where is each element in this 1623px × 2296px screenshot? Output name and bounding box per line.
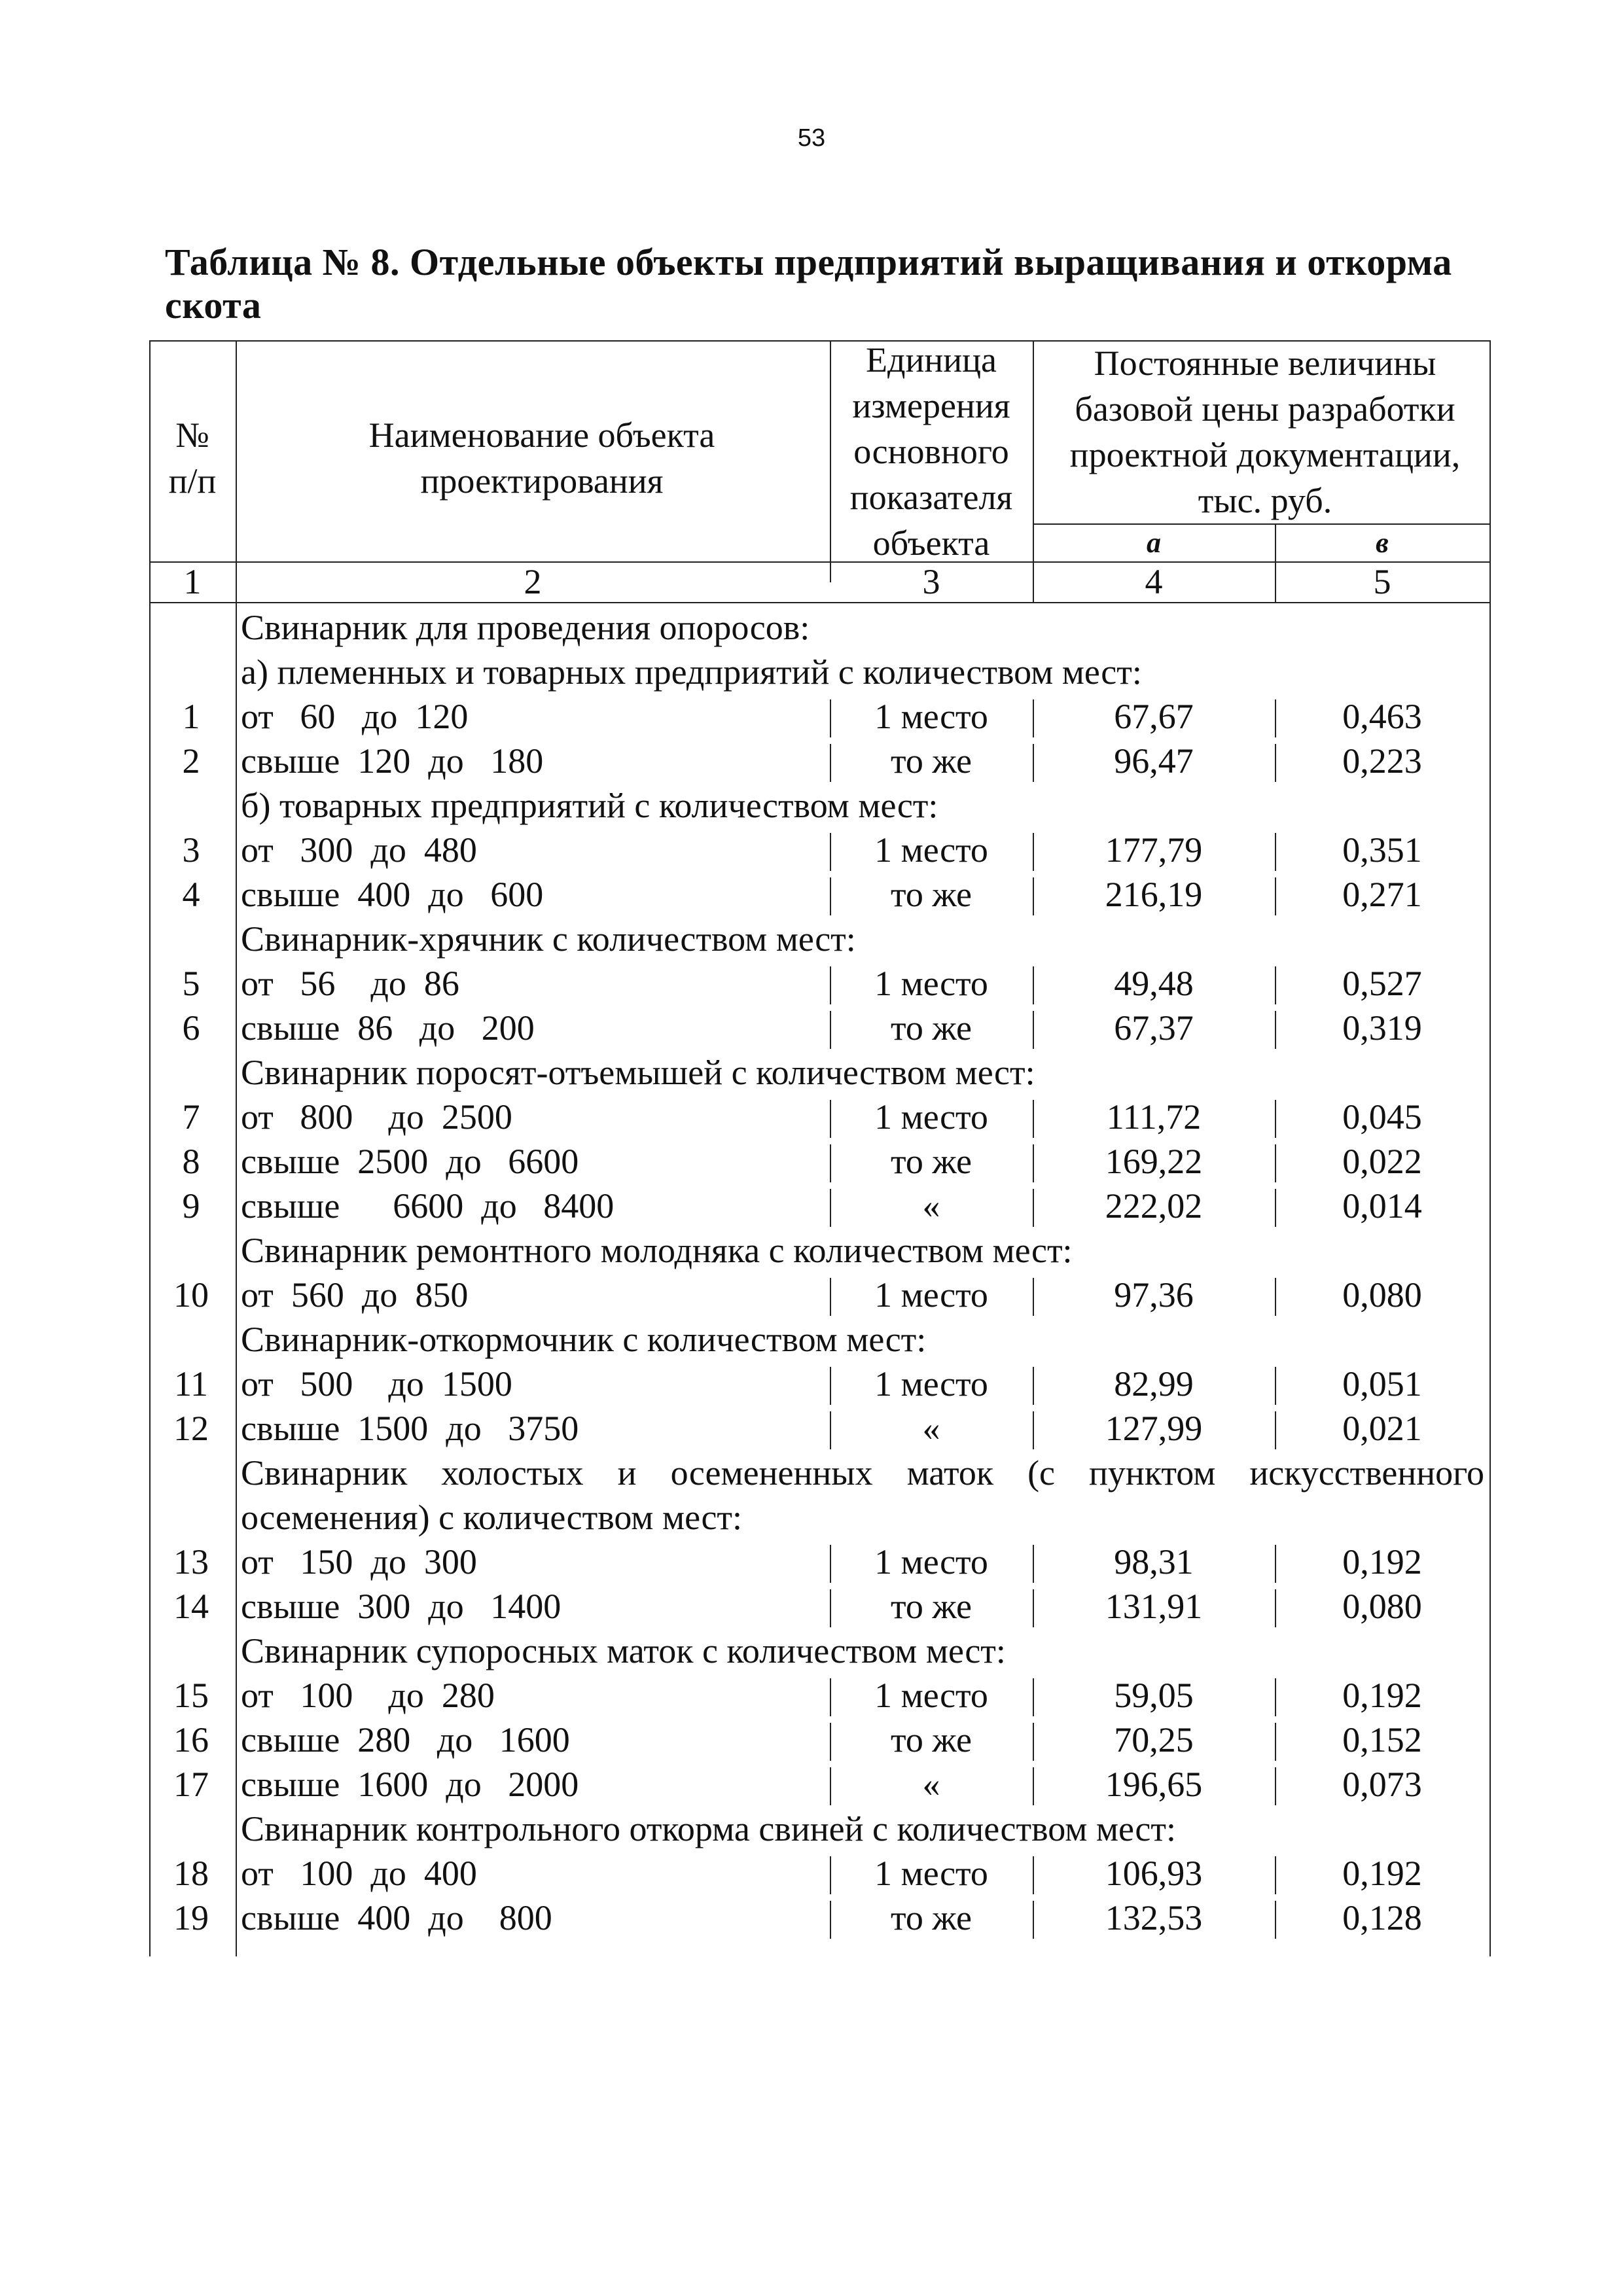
row-value-a: 82,99 bbox=[1114, 1364, 1194, 1404]
row-unit: то же bbox=[891, 741, 972, 781]
header-unit: Единица измерения основного показателя объекта bbox=[849, 340, 1013, 563]
row-separator bbox=[1033, 1545, 1034, 1583]
row-name: свыше 120 до 180 bbox=[241, 741, 544, 781]
row-unit: 1 место bbox=[874, 1854, 988, 1893]
table-row bbox=[149, 1762, 1491, 1807]
row-separator bbox=[1275, 1011, 1276, 1049]
row-number: 19 bbox=[173, 1898, 209, 1937]
row-separator bbox=[830, 1856, 831, 1894]
row-name: свыше 1600 до 2000 bbox=[241, 1765, 579, 1804]
row-value-a: 111,72 bbox=[1106, 1097, 1202, 1137]
row-separator bbox=[1033, 1144, 1034, 1182]
row-value-a: 96,47 bbox=[1114, 741, 1194, 781]
table-row bbox=[149, 1851, 1491, 1896]
row-separator bbox=[1033, 1901, 1034, 1939]
col-number-line bbox=[149, 602, 1491, 603]
row-separator bbox=[830, 1901, 831, 1939]
row-unit: то же bbox=[891, 1587, 972, 1626]
row-separator bbox=[1275, 1411, 1276, 1449]
table-row bbox=[149, 1006, 1491, 1050]
row-separator bbox=[1275, 744, 1276, 782]
row-separator bbox=[1033, 1767, 1034, 1805]
row-separator bbox=[1033, 1723, 1034, 1761]
row-separator bbox=[1033, 1011, 1034, 1049]
row-value-b: 0,051 bbox=[1342, 1364, 1422, 1404]
row-name: свыше 280 до 1600 bbox=[241, 1720, 570, 1759]
row-name: от 60 до 120 bbox=[241, 697, 469, 736]
row-unit: 1 место bbox=[874, 1275, 988, 1315]
header-name: Наименование объекта проектирования bbox=[368, 415, 715, 501]
row-number: 7 bbox=[182, 1097, 200, 1137]
group-heading: Свинарник-откормочник с количеством мест: bbox=[241, 1320, 927, 1359]
row-unit: 1 место bbox=[874, 697, 988, 736]
row-value-b: 0,080 bbox=[1342, 1587, 1422, 1626]
col-number-2: 2 bbox=[524, 562, 542, 601]
table-row bbox=[149, 1362, 1491, 1406]
row-value-a: 177,79 bbox=[1105, 830, 1203, 870]
header-num: № п/п bbox=[168, 415, 217, 501]
price-table bbox=[149, 340, 1491, 1956]
row-value-b: 0,463 bbox=[1342, 697, 1422, 736]
row-separator bbox=[1275, 1367, 1276, 1405]
row-number: 2 bbox=[182, 741, 200, 781]
row-separator bbox=[830, 1545, 831, 1583]
row-value-a: 131,91 bbox=[1105, 1587, 1203, 1626]
row-value-a: 67,37 bbox=[1114, 1008, 1194, 1048]
row-unit: 1 место bbox=[874, 830, 988, 870]
table-row bbox=[149, 1718, 1491, 1762]
row-unit: то же bbox=[891, 1898, 972, 1937]
group-heading: Свинарник холостых и осемененных маток (с пунктом искусственного bbox=[241, 1453, 1484, 1492]
table-row bbox=[149, 1406, 1491, 1451]
row-unit: то же bbox=[891, 1142, 972, 1181]
group-heading: Свинарник контрольного откорма свиней с количеством мест: bbox=[241, 1809, 1176, 1848]
row-number: 10 bbox=[173, 1275, 209, 1315]
row-unit: то же bbox=[891, 1008, 972, 1048]
row-separator bbox=[1033, 1856, 1034, 1894]
row-separator bbox=[1033, 1411, 1034, 1449]
row-separator bbox=[830, 744, 831, 782]
row-separator bbox=[1275, 877, 1276, 915]
row-separator bbox=[830, 699, 831, 737]
row-number: 11 bbox=[174, 1364, 208, 1404]
row-separator bbox=[830, 1278, 831, 1316]
table-row bbox=[149, 961, 1491, 1006]
row-separator bbox=[830, 1011, 831, 1049]
row-value-b: 0,351 bbox=[1342, 830, 1422, 870]
table-row bbox=[149, 1139, 1491, 1184]
group-heading: Свинарник ремонтного молодняка с количеством мест: bbox=[241, 1231, 1073, 1270]
header-col-b: в bbox=[1376, 527, 1389, 559]
row-separator bbox=[1275, 699, 1276, 737]
header-price: Постоянные величины базовой цены разработки проектной документации, тыс. руб. bbox=[1069, 344, 1461, 520]
row-separator bbox=[1033, 699, 1034, 737]
row-number: 3 bbox=[182, 830, 200, 870]
row-value-a: 132,53 bbox=[1105, 1898, 1203, 1937]
row-separator bbox=[1033, 1367, 1034, 1405]
row-number: 13 bbox=[173, 1542, 209, 1581]
row-value-b: 0,319 bbox=[1342, 1008, 1422, 1048]
row-value-a: 216,19 bbox=[1105, 875, 1203, 914]
table-row bbox=[149, 739, 1491, 783]
row-value-a: 49,48 bbox=[1114, 964, 1194, 1003]
row-number: 18 bbox=[173, 1854, 209, 1893]
row-separator bbox=[1275, 1767, 1276, 1805]
row-value-b: 0,192 bbox=[1342, 1854, 1422, 1893]
row-separator bbox=[830, 1189, 831, 1227]
table-row bbox=[149, 1584, 1491, 1629]
row-separator bbox=[1275, 1189, 1276, 1227]
row-separator bbox=[1275, 1144, 1276, 1182]
col-number-1: 1 bbox=[183, 562, 202, 601]
row-separator bbox=[1033, 1189, 1034, 1227]
row-separator bbox=[1033, 1678, 1034, 1716]
row-value-a: 106,93 bbox=[1105, 1854, 1203, 1893]
row-separator bbox=[830, 1144, 831, 1182]
row-value-b: 0,128 bbox=[1342, 1898, 1422, 1937]
row-name: от 56 до 86 bbox=[241, 964, 459, 1003]
row-separator bbox=[830, 833, 831, 871]
row-separator bbox=[830, 1723, 831, 1761]
row-value-b: 0,022 bbox=[1342, 1142, 1422, 1181]
col-number-4: 4 bbox=[1145, 562, 1163, 601]
row-name: от 500 до 1500 bbox=[241, 1364, 512, 1404]
row-separator bbox=[830, 1367, 831, 1405]
group-heading: Свинарник-хрячник с количеством мест: bbox=[241, 919, 856, 959]
row-name: свыше 86 до 200 bbox=[241, 1008, 535, 1048]
row-number: 9 bbox=[182, 1186, 200, 1226]
row-name: свыше 2500 до 6600 bbox=[241, 1142, 579, 1181]
row-value-b: 0,045 bbox=[1342, 1097, 1422, 1137]
row-value-b: 0,527 bbox=[1342, 964, 1422, 1003]
row-value-a: 196,65 bbox=[1105, 1765, 1203, 1804]
row-name: от 800 до 2500 bbox=[241, 1097, 512, 1137]
row-separator bbox=[830, 1678, 831, 1716]
row-separator bbox=[830, 966, 831, 1004]
row-value-a: 97,36 bbox=[1114, 1275, 1194, 1315]
row-separator bbox=[1275, 1856, 1276, 1894]
table-row bbox=[149, 1673, 1491, 1718]
row-unit: « bbox=[922, 1186, 940, 1226]
row-separator bbox=[1275, 1278, 1276, 1316]
row-name: от 100 до 280 bbox=[241, 1676, 495, 1715]
row-unit: 1 место bbox=[874, 1097, 988, 1137]
table-row bbox=[149, 872, 1491, 917]
row-number: 5 bbox=[182, 964, 200, 1003]
row-name: от 100 до 400 bbox=[241, 1854, 477, 1893]
row-separator bbox=[1033, 1589, 1034, 1627]
table-row bbox=[149, 1540, 1491, 1584]
row-value-b: 0,152 bbox=[1342, 1720, 1422, 1759]
row-separator bbox=[830, 877, 831, 915]
row-name: свыше 400 до 800 bbox=[241, 1898, 552, 1937]
row-value-b: 0,014 bbox=[1342, 1186, 1422, 1226]
row-value-a: 127,99 bbox=[1105, 1409, 1203, 1448]
row-unit: « bbox=[922, 1409, 940, 1448]
table-row bbox=[149, 1184, 1491, 1228]
table-row bbox=[149, 1896, 1491, 1940]
row-name: от 300 до 480 bbox=[241, 830, 477, 870]
row-unit: 1 место bbox=[874, 1364, 988, 1404]
row-name: свыше 300 до 1400 bbox=[241, 1587, 562, 1626]
row-value-b: 0,080 bbox=[1342, 1275, 1422, 1315]
row-value-b: 0,192 bbox=[1342, 1542, 1422, 1581]
row-separator bbox=[1033, 833, 1034, 871]
group-heading: осеменения) с количеством мест: bbox=[241, 1498, 743, 1537]
row-value-b: 0,192 bbox=[1342, 1676, 1422, 1715]
row-separator bbox=[1275, 1723, 1276, 1761]
row-number: 17 bbox=[173, 1765, 209, 1804]
row-separator bbox=[1275, 1545, 1276, 1583]
row-value-a: 67,67 bbox=[1114, 697, 1194, 736]
row-separator bbox=[1275, 1678, 1276, 1716]
row-unit: 1 место bbox=[874, 1542, 988, 1581]
col-number-3: 3 bbox=[922, 562, 940, 601]
row-separator bbox=[1275, 1901, 1276, 1939]
row-separator bbox=[1275, 833, 1276, 871]
row-separator bbox=[1033, 744, 1034, 782]
row-separator bbox=[1275, 1100, 1276, 1138]
row-name: от 560 до 850 bbox=[241, 1275, 469, 1315]
col-number-5: 5 bbox=[1373, 562, 1391, 601]
row-name: от 150 до 300 bbox=[241, 1542, 477, 1581]
row-value-b: 0,073 bbox=[1342, 1765, 1422, 1804]
row-value-a: 70,25 bbox=[1114, 1720, 1194, 1759]
row-value-a: 98,31 bbox=[1114, 1542, 1194, 1581]
row-separator bbox=[830, 1411, 831, 1449]
row-separator bbox=[1033, 966, 1034, 1004]
row-number: 6 bbox=[182, 1008, 200, 1048]
row-number: 15 bbox=[173, 1676, 209, 1715]
table-title: Таблица № 8. Отдельные объекты предприятий выращивания и откорма скота bbox=[165, 241, 1452, 327]
row-number: 8 bbox=[182, 1142, 200, 1181]
row-unit: то же bbox=[891, 1720, 972, 1759]
row-value-a: 222,02 bbox=[1105, 1186, 1203, 1226]
row-value-b: 0,021 bbox=[1342, 1409, 1422, 1448]
row-unit: то же bbox=[891, 875, 972, 914]
group-heading: Свинарник супоросных маток с количеством мест: bbox=[241, 1631, 1006, 1670]
row-value-b: 0,223 bbox=[1342, 741, 1422, 781]
group-heading: б) товарных предприятий с количеством мест: bbox=[241, 786, 938, 825]
row-separator bbox=[830, 1767, 831, 1805]
row-separator bbox=[1033, 877, 1034, 915]
row-value-a: 169,22 bbox=[1105, 1142, 1203, 1181]
row-value-b: 0,271 bbox=[1342, 875, 1422, 914]
table-row bbox=[149, 1095, 1491, 1139]
row-number: 4 bbox=[182, 875, 200, 914]
row-separator bbox=[830, 1589, 831, 1627]
row-separator bbox=[1033, 1100, 1034, 1138]
table-row bbox=[149, 1273, 1491, 1317]
table-row bbox=[149, 694, 1491, 739]
header-col-a: а bbox=[1147, 527, 1161, 559]
row-separator bbox=[830, 1100, 831, 1138]
group-heading: Свинарник поросят-отъемышей с количеством мест: bbox=[241, 1053, 1035, 1092]
table-row bbox=[149, 828, 1491, 872]
row-number: 1 bbox=[182, 697, 200, 736]
page-number: 53 bbox=[797, 124, 826, 152]
row-number: 16 bbox=[173, 1720, 209, 1759]
row-name: свыше 1500 до 3750 bbox=[241, 1409, 579, 1448]
row-separator bbox=[1275, 1589, 1276, 1627]
row-unit: « bbox=[922, 1765, 940, 1804]
row-name: свыше 400 до 600 bbox=[241, 875, 544, 914]
row-value-a: 59,05 bbox=[1114, 1676, 1194, 1715]
row-separator bbox=[1275, 966, 1276, 1004]
row-name: свыше 6600 до 8400 bbox=[241, 1186, 615, 1226]
row-unit: 1 место bbox=[874, 1676, 988, 1715]
row-number: 14 bbox=[173, 1587, 209, 1626]
row-separator bbox=[1033, 1278, 1034, 1316]
group-heading: Свинарник для проведения опоросов: bbox=[241, 608, 810, 647]
row-number: 12 bbox=[173, 1409, 209, 1448]
row-unit: 1 место bbox=[874, 964, 988, 1003]
group-heading: а) племенных и товарных предприятий с количеством мест: bbox=[241, 652, 1142, 692]
